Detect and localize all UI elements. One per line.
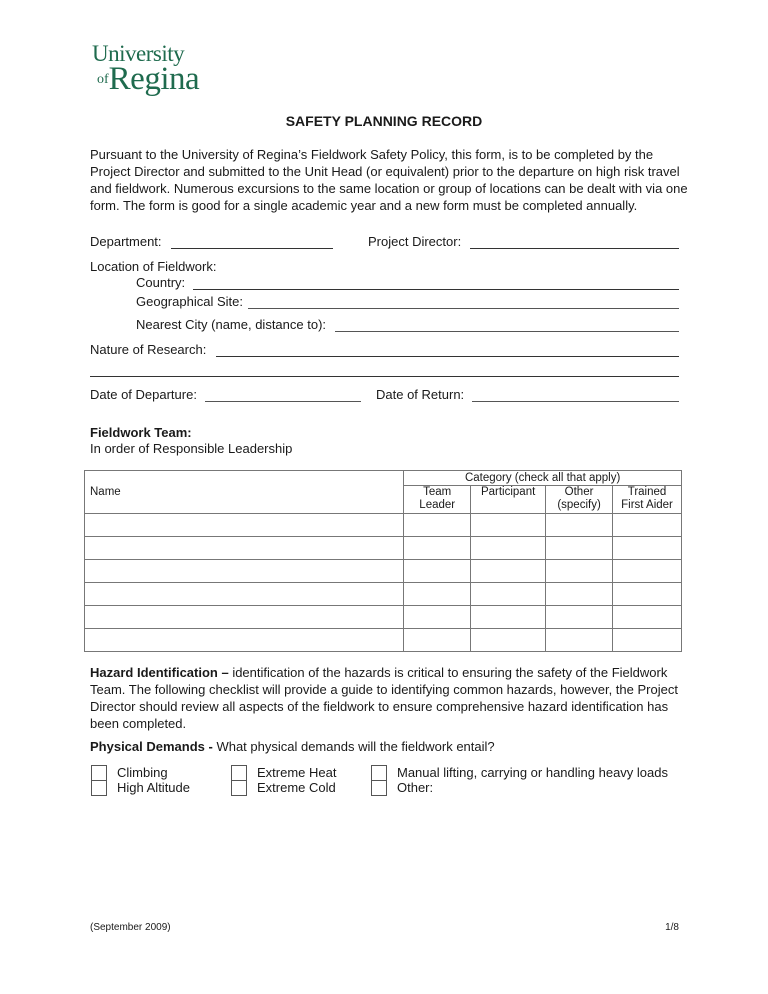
participant-column-header: Participant — [471, 486, 546, 514]
name-cell[interactable] — [85, 537, 404, 560]
nearest-city-field[interactable] — [335, 331, 679, 332]
nearest-city-label: Nearest City (name, distance to): — [136, 317, 327, 332]
team-leader-cell[interactable] — [404, 537, 471, 560]
department-label: Department: — [90, 234, 162, 249]
table-row — [85, 629, 682, 652]
extreme-heat-label: Extreme Heat — [257, 765, 337, 780]
logo-university-text: University — [92, 41, 185, 66]
hazard-identification-paragraph — [90, 664, 690, 732]
fieldwork-team-table — [84, 470, 682, 652]
intro-paragraph: Pursuant to the University of Regina’s Fieldwork Safety Policy, this form, is to be completed by the Project Director and submitted to the Unit Head (or equivalent) prior to the departure on high risk travel and fieldwork. Numerous excursions to the same location or group of locations can be dealt with via one form. The form is good for a single academic year and a new form must be completed annually. — [90, 147, 688, 213]
logo-of-text: of — [97, 72, 109, 87]
university-logo — [92, 42, 199, 96]
fieldwork-team-heading: Fieldwork Team: — [90, 425, 192, 440]
project-director-field[interactable] — [470, 248, 679, 249]
name-cell[interactable] — [85, 560, 404, 583]
climbing-label: Climbing — [117, 765, 168, 780]
other-cell[interactable] — [546, 537, 613, 560]
team-leader-cell[interactable] — [404, 629, 471, 652]
extreme-cold-checkbox[interactable] — [231, 780, 247, 796]
participant-cell[interactable] — [471, 583, 546, 606]
date-of-departure-label: Date of Departure: — [90, 387, 197, 402]
table-row — [85, 560, 682, 583]
other-column-header: Other (specify) — [546, 486, 613, 514]
team-leader-cell[interactable] — [404, 583, 471, 606]
first-aider-column-header: Trained First Aider — [613, 486, 682, 514]
participant-cell[interactable] — [471, 606, 546, 629]
date-of-return-field[interactable] — [472, 401, 679, 402]
physical-demands-row — [90, 738, 495, 756]
participant-cell[interactable] — [471, 537, 546, 560]
other-demand-checkbox[interactable] — [371, 780, 387, 796]
participant-cell[interactable] — [471, 514, 546, 537]
date-of-return-label: Date of Return: — [376, 387, 465, 402]
hazard-identification-heading: Hazard Identification – — [90, 665, 229, 680]
extreme-heat-checkbox[interactable] — [231, 765, 247, 781]
other-cell[interactable] — [546, 583, 613, 606]
high-altitude-checkbox[interactable] — [91, 780, 107, 796]
country-field[interactable] — [193, 289, 679, 290]
nature-of-research-label: Nature of Research: — [90, 342, 207, 357]
date-of-departure-field[interactable] — [205, 401, 361, 402]
name-cell[interactable] — [85, 514, 404, 537]
table-row — [85, 514, 682, 537]
page-number: 1/8 — [665, 922, 679, 933]
climbing-checkbox[interactable] — [91, 765, 107, 781]
other-cell[interactable] — [546, 606, 613, 629]
first-aider-cell[interactable] — [613, 583, 682, 606]
country-label: Country: — [136, 275, 186, 290]
manual-lifting-label: Manual lifting, carrying or handling heavy loads — [397, 765, 668, 780]
first-aider-cell[interactable] — [613, 560, 682, 583]
name-column-header: Name — [85, 471, 404, 514]
physical-demands-question: What physical demands will the fieldwork entail? — [212, 739, 495, 754]
first-aider-cell[interactable] — [613, 606, 682, 629]
team-leader-cell[interactable] — [404, 606, 471, 629]
other-cell[interactable] — [546, 560, 613, 583]
physical-demands-heading: Physical Demands - — [90, 739, 213, 754]
hazard-identification-text: identification of the hazards is critical to ensuring the safety of the Fieldwork Team. The following checklist will provide a guide to identifying common hazards, however, the Project Director should review all aspects of the fieldwork to ensure comprehensive hazard identification has been completed. — [90, 665, 678, 731]
other-cell[interactable] — [546, 514, 613, 537]
location-heading: Location of Fieldwork: — [90, 259, 217, 274]
category-column-header: Category (check all that apply) — [404, 471, 682, 486]
name-cell[interactable] — [85, 629, 404, 652]
project-director-row — [368, 233, 461, 251]
participant-cell[interactable] — [471, 560, 546, 583]
department-row — [90, 233, 162, 251]
team-leader-cell[interactable] — [404, 560, 471, 583]
other-demand-label: Other: — [397, 780, 434, 795]
fieldwork-team-subheading: In order of Responsible Leadership — [90, 441, 293, 456]
nature-of-research-field[interactable] — [216, 356, 679, 357]
other-cell[interactable] — [546, 629, 613, 652]
table-row — [85, 583, 682, 606]
first-aider-cell[interactable] — [613, 514, 682, 537]
team-leader-column-header: Team Leader — [404, 486, 471, 514]
high-altitude-label: High Altitude — [117, 780, 190, 795]
name-cell[interactable] — [85, 583, 404, 606]
nature-of-research-field-line2[interactable] — [90, 376, 679, 377]
participant-cell[interactable] — [471, 629, 546, 652]
extreme-cold-label: Extreme Cold — [257, 780, 336, 795]
manual-lifting-checkbox[interactable] — [371, 765, 387, 781]
name-cell[interactable] — [85, 606, 404, 629]
project-director-label: Project Director: — [368, 234, 462, 249]
department-field[interactable] — [171, 248, 333, 249]
first-aider-cell[interactable] — [613, 629, 682, 652]
page-title: SAFETY PLANNING RECORD — [285, 113, 483, 129]
table-row — [85, 606, 682, 629]
team-leader-cell[interactable] — [404, 514, 471, 537]
geographical-site-field[interactable] — [248, 308, 679, 309]
first-aider-cell[interactable] — [613, 537, 682, 560]
footer-date: (September 2009) — [90, 922, 171, 933]
table-row — [85, 537, 682, 560]
logo-regina-text: Regina — [108, 61, 200, 97]
geographical-site-label: Geographical Site: — [136, 294, 243, 309]
